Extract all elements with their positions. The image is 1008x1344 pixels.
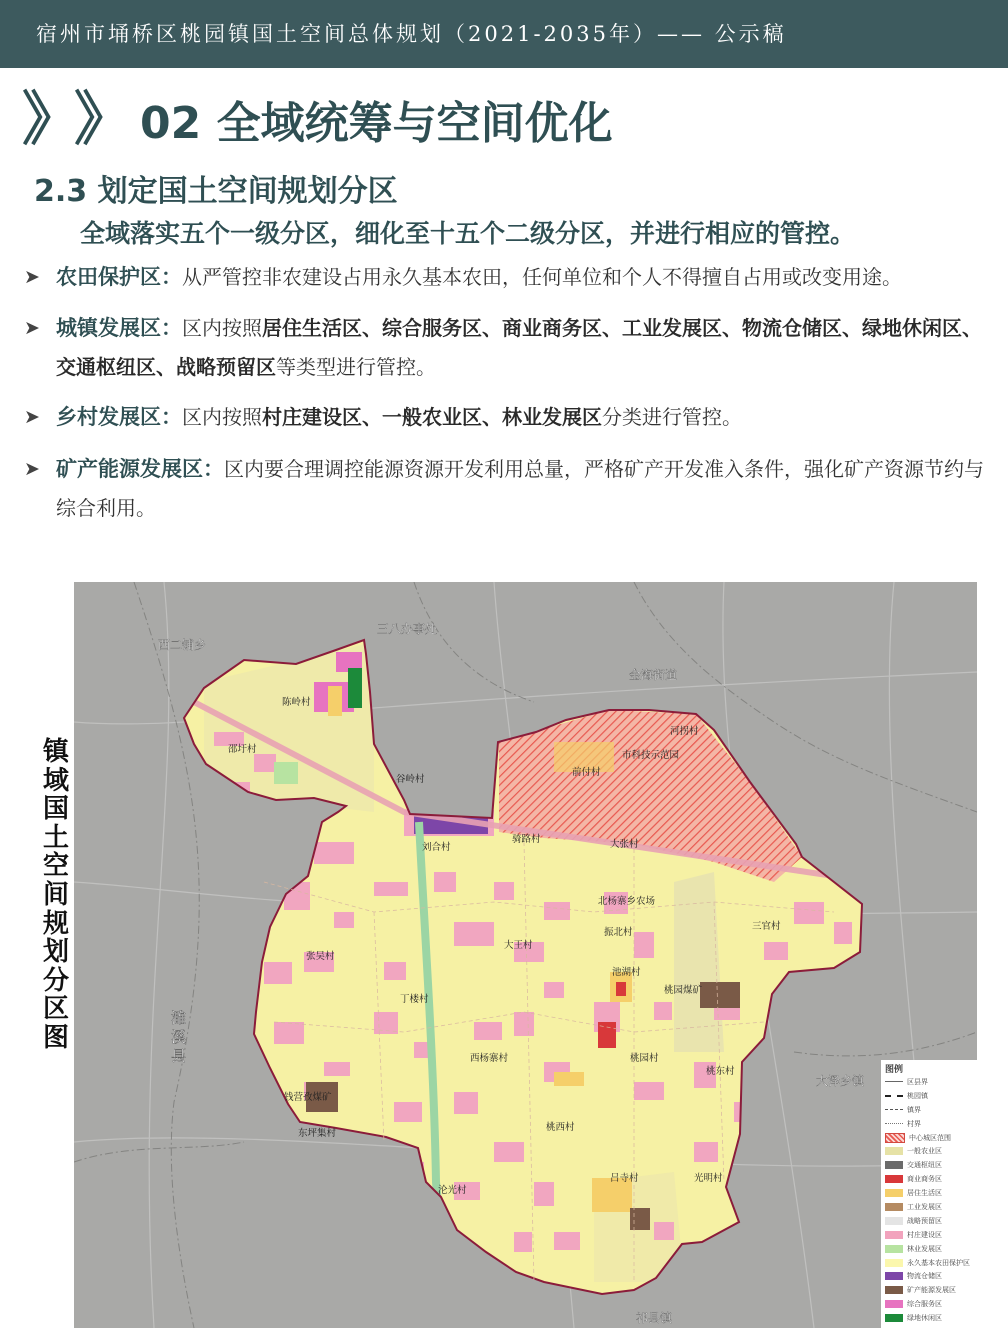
- village-label: 丁楼村: [400, 994, 429, 1005]
- arrow-bullet-icon: ➤: [24, 317, 40, 339]
- bullet-bold-text: 村庄建设区、一般农业区、林业发展区: [262, 405, 602, 429]
- boundary-line-icon: [885, 1095, 903, 1097]
- label-daze: 大泽乡镇: [816, 1074, 865, 1088]
- village-label: 邵圩村: [228, 744, 257, 755]
- map-side-title: 镇域国土空间规划分区图: [42, 737, 69, 1053]
- boundary-line-icon: [885, 1109, 903, 1110]
- bullet-term: 矿产能源发展区：: [56, 457, 224, 481]
- color-swatch: [885, 1189, 903, 1197]
- bullet-text: 分类进行管控。: [602, 405, 742, 429]
- village-label: 西杨寨村: [470, 1053, 509, 1064]
- bullet-text: 区内按照: [182, 405, 262, 429]
- village-label: 刘合村: [422, 842, 451, 853]
- legend-label: 战略预留区: [907, 1216, 942, 1225]
- color-swatch: [885, 1161, 903, 1169]
- village-label: 光明村: [694, 1173, 723, 1184]
- header-bar: [0, 0, 1008, 68]
- village-label: 三官村: [752, 921, 781, 932]
- village-label: 张吴村: [306, 951, 335, 962]
- legend-row: [881, 1311, 977, 1325]
- legend-label: 物流仓储区: [907, 1272, 942, 1281]
- legend-row: [881, 1144, 977, 1158]
- color-swatch: [885, 1300, 903, 1308]
- bullet-farmland: [24, 258, 984, 297]
- legend-label: 桃园镇: [907, 1091, 928, 1100]
- legend-row: [881, 1269, 977, 1283]
- greenland-zone: [348, 668, 362, 708]
- bullet-text: 区内按照: [182, 316, 262, 340]
- village-label: 桃园煤矿: [664, 985, 703, 996]
- legend-row: [881, 1228, 977, 1242]
- color-swatch: [885, 1217, 903, 1225]
- village-label: 北杨寨乡农场: [598, 896, 656, 907]
- color-swatch: [885, 1286, 903, 1294]
- legend-label: 村界: [907, 1119, 921, 1128]
- legend-title: 图例: [885, 1065, 904, 1075]
- legend-row: [881, 1242, 977, 1256]
- bullet-term: 乡村发展区：: [56, 405, 182, 429]
- bullet-urban: [24, 309, 984, 387]
- color-swatch: [885, 1245, 903, 1253]
- village-label: 大王村: [504, 940, 533, 951]
- arrow-bullet-icon: ➤: [24, 266, 40, 288]
- bullet-bold-text: 居住生活区、综合服务区、商业商务区、工业发展区、物流仓储区、绿地休闲区、交通枢纽区、战略预留区: [56, 316, 982, 379]
- legend-label: 一般农业区: [907, 1147, 942, 1156]
- village-label: 大张村: [610, 839, 639, 850]
- village-label: 河拐村: [670, 726, 699, 737]
- legend-row: [881, 1214, 977, 1228]
- chevron-right-icon: 》: [74, 85, 133, 153]
- legend-row: [881, 1117, 977, 1131]
- color-swatch: [885, 1231, 903, 1239]
- legend-label: 交通枢纽区: [907, 1161, 942, 1170]
- legend-row: [881, 1131, 977, 1145]
- legend-row: [881, 1283, 977, 1297]
- legend-row: [881, 1103, 977, 1117]
- village-label: 池湖村: [612, 967, 641, 978]
- label-suixi: 濉溪县: [169, 1010, 187, 1067]
- header-title: 宿州市埇桥区桃园镇国土空间总体规划（2021-2035年）—— 公示稿: [36, 22, 787, 46]
- legend-label: 中心城区范围: [909, 1133, 951, 1142]
- map-svg: [74, 582, 977, 1328]
- legend-label: 区县界: [907, 1077, 928, 1086]
- bullet-text: 从严管控非农建设占用永久基本农田，任何单位和个人不得擅自占用或改变用途。: [182, 265, 902, 289]
- legend-label: 综合服务区: [907, 1300, 942, 1309]
- legend-label: 永久基本农田保护区: [907, 1258, 970, 1267]
- section-heading: [22, 84, 613, 154]
- village-label: 沦光村: [438, 1185, 467, 1196]
- color-swatch: [885, 1314, 903, 1322]
- intro-text: 全域落实五个一级分区，细化至十五个二级分区，并进行相应的管控。: [80, 219, 856, 248]
- village-label: 桃西村: [546, 1122, 575, 1133]
- legend-row: [881, 1158, 977, 1172]
- color-swatch: [885, 1133, 905, 1143]
- legend-label: 镇界: [907, 1105, 921, 1114]
- arrow-bullet-icon: ➤: [24, 406, 40, 428]
- boundary-line-icon: [885, 1123, 903, 1124]
- legend-row: [881, 1172, 977, 1186]
- bullet-term: 农田保护区：: [56, 265, 182, 289]
- legend-label: 林业发展区: [907, 1244, 942, 1253]
- legend-row: [881, 1200, 977, 1214]
- village-label: 谷岭村: [396, 774, 425, 785]
- village-label: 陈岭村: [282, 697, 311, 708]
- label-qixian: 祁县镇: [636, 1311, 673, 1325]
- color-swatch: [885, 1203, 903, 1211]
- village-label: 桃东村: [706, 1066, 735, 1077]
- color-swatch: [885, 1147, 903, 1155]
- boundary-line-icon: [885, 1081, 903, 1082]
- color-swatch: [885, 1175, 903, 1183]
- legend-row: [881, 1075, 977, 1089]
- village-label: 振北村: [604, 927, 633, 938]
- village-label: 市科技示范园: [622, 750, 680, 761]
- village-label: 吕寺村: [610, 1173, 639, 1184]
- bullet-text: 等类型进行管控。: [276, 355, 436, 379]
- label-jinhai: 金海街道: [629, 668, 678, 682]
- color-swatch: [885, 1272, 903, 1280]
- bullet-rural: [24, 398, 984, 437]
- legend-row: [881, 1256, 977, 1270]
- legend-row: [881, 1089, 977, 1103]
- legend-label: 绿地休闲区: [907, 1314, 942, 1323]
- village-label: 前付村: [572, 767, 601, 778]
- village-label: 骑路村: [512, 834, 541, 845]
- subsection-title: 2.3 划定国土空间规划分区: [34, 174, 398, 209]
- label-xierpu: 西二铺乡: [158, 638, 207, 652]
- map-legend: [881, 1060, 977, 1332]
- bullet-term: 城镇发展区：: [56, 316, 182, 340]
- legend-label: 商业商务区: [907, 1175, 942, 1184]
- arrow-bullet-icon: ➤: [24, 458, 40, 480]
- zoning-map: [74, 582, 977, 1328]
- legend-label: 矿产能源发展区: [907, 1286, 956, 1295]
- village-label: 钱营孜煤矿: [284, 1092, 332, 1103]
- legend-label: 村庄建设区: [907, 1230, 942, 1239]
- village-label: 东坪集村: [298, 1128, 337, 1139]
- legend-label: 工业发展区: [907, 1202, 942, 1211]
- double-chevron-icon: [22, 85, 133, 153]
- legend-label: 居住生活区: [907, 1189, 942, 1198]
- color-swatch: [885, 1259, 903, 1267]
- section-title: 02 全域统筹与空间优化: [140, 98, 613, 149]
- chevron-right-icon: 》: [22, 85, 81, 153]
- bullet-text: 区内要合理调控能源资源开发利用总量，严格矿产开发准入条件，强化矿产资源节约与综合利用。: [56, 457, 984, 520]
- village-label: 桃园村: [630, 1053, 659, 1064]
- label-sanba: 三八办事处: [377, 622, 438, 636]
- legend-row: [881, 1297, 977, 1311]
- legend-row: [881, 1186, 977, 1200]
- bullet-mineral: [24, 450, 984, 528]
